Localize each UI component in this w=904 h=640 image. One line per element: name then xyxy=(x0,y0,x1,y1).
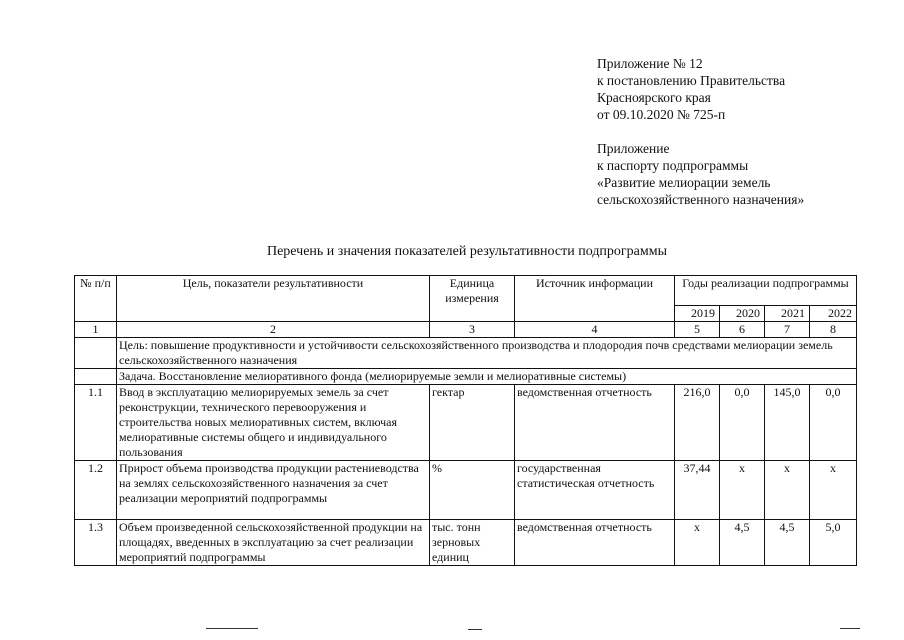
header-goal: Цель, показатели результативности xyxy=(117,276,430,322)
row-num: 1.2 xyxy=(75,461,117,520)
goal-row-text: Цель: повышение продуктивности и устойчивости сельскохозяйственного производства и плодородия почв средствами мелиорации земель сельскохозяйственного назначения xyxy=(117,338,857,369)
row-value-2019: x xyxy=(675,520,720,566)
column-numbers-row xyxy=(75,322,857,338)
goal-row xyxy=(75,338,857,369)
task-row xyxy=(75,369,857,385)
header-year: 2022 xyxy=(810,306,857,322)
annex-line: к постановлению Правительства xyxy=(597,73,786,88)
column-number: 4 xyxy=(515,322,675,338)
row-value-2021: 4,5 xyxy=(765,520,810,566)
column-number: 2 xyxy=(117,322,430,338)
annex-gap xyxy=(597,123,804,140)
header-num: № п/п xyxy=(75,276,117,322)
row-value-2020: x xyxy=(720,461,765,520)
row-num: 1.3 xyxy=(75,520,117,566)
scan-mark xyxy=(840,628,860,629)
row-value-2020: 4,5 xyxy=(720,520,765,566)
annex-line: Приложение xyxy=(597,141,670,156)
row-value-2022: 0,0 xyxy=(810,385,857,461)
row-value-2020: 0,0 xyxy=(720,385,765,461)
row-name: Объем произведенной сельскохозяйственной продукции на площадях, введенных в эксплуатацию за счет реализации мероприятий подпрограммы xyxy=(117,520,430,566)
row-unit: % xyxy=(430,461,515,520)
annex-line: от 09.10.2020 № 725-п xyxy=(597,107,726,122)
annex-block xyxy=(597,55,804,208)
row-unit: гектар xyxy=(430,385,515,461)
annex-line: к паспорту подпрограммы xyxy=(597,158,749,173)
row-value-2019: 37,44 xyxy=(675,461,720,520)
annex-line: Красноярского края xyxy=(597,90,711,105)
task-row-text: Задача. Восстановление мелиоративного фонда (мелиорируемые земли и мелиоративные системы) xyxy=(117,369,857,385)
row-source: государственная статистическая отчетность xyxy=(515,461,675,520)
row-num: 1.1 xyxy=(75,385,117,461)
row-source: ведомственная отчетность xyxy=(515,385,675,461)
indicators-table xyxy=(74,275,857,566)
scan-mark xyxy=(468,629,482,630)
row-value-2021: x xyxy=(765,461,810,520)
row-name: Прирост объема производства продукции растениеводства на землях сельскохозяйственного назначения за счет реализации мероприятий подпрограммы xyxy=(117,461,430,520)
column-number: 7 xyxy=(765,322,810,338)
column-number: 3 xyxy=(430,322,515,338)
header-source: Источник информации xyxy=(515,276,675,322)
row-name: Ввод в эксплуатацию мелиорируемых земель за счет реконструкции, технического перевооружения и строительства новых мелиоративных систем, включая мелиоративные системы общего и индивидуального пользования xyxy=(117,385,430,461)
row-value-2022: 5,0 xyxy=(810,520,857,566)
header-year: 2021 xyxy=(765,306,810,322)
annex-line: «Развитие мелиорации земель xyxy=(597,175,771,190)
column-number: 5 xyxy=(675,322,720,338)
scan-mark xyxy=(206,628,258,629)
column-number: 6 xyxy=(720,322,765,338)
header-unit: Единица измерения xyxy=(430,276,515,322)
task-row-num xyxy=(75,369,117,385)
table-row xyxy=(75,385,857,461)
header-year: 2020 xyxy=(720,306,765,322)
column-number: 8 xyxy=(810,322,857,338)
header-year: 2019 xyxy=(675,306,720,322)
document-title: Перечень и значения показателей результативности подпрограммы xyxy=(266,244,668,259)
row-source: ведомственная отчетность xyxy=(515,520,675,566)
row-value-2021: 145,0 xyxy=(765,385,810,461)
annex-line: сельскохозяйственного назначения» xyxy=(597,192,805,207)
row-value-2022: x xyxy=(810,461,857,520)
annex-line: Приложение № 12 xyxy=(597,56,703,71)
goal-row-num xyxy=(75,338,117,369)
row-value-2019: 216,0 xyxy=(675,385,720,461)
table-row xyxy=(75,461,857,520)
header-years-group: Годы реализации подпрограммы xyxy=(675,276,857,306)
header-row xyxy=(75,276,857,306)
column-number: 1 xyxy=(75,322,117,338)
table-row xyxy=(75,520,857,566)
row-unit: тыс. тонн зерновых единиц xyxy=(430,520,515,566)
